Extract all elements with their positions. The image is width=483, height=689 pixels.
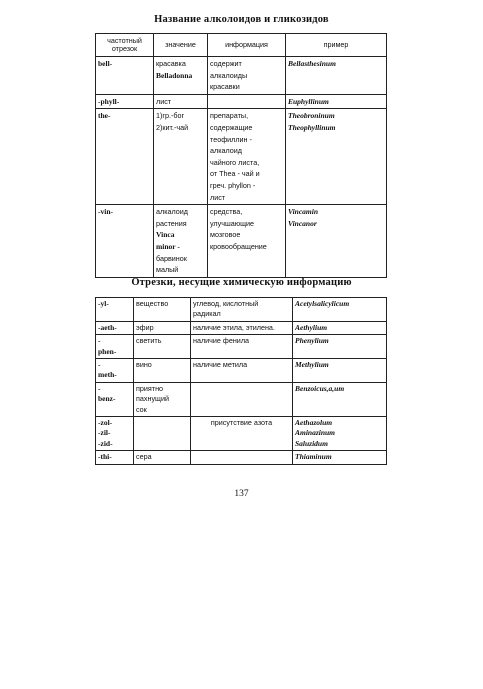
info-cell: наличие этила, этилена. — [191, 321, 293, 334]
info-cell — [191, 451, 293, 464]
info-cell — [191, 382, 293, 416]
example-cell: Vincamin Vincanor — [286, 205, 387, 278]
header-segment: частотный отрезок — [96, 34, 154, 57]
meaning-cell: вино — [134, 359, 191, 383]
segment-cell: -thi- — [96, 451, 134, 464]
table-title-alkaloids: Название алколоидов и гликозидов — [154, 14, 329, 25]
table-row — [96, 359, 387, 383]
example-cell: Thiaminum — [293, 451, 387, 464]
table-row — [96, 417, 387, 451]
segment-cell: -yl- — [96, 298, 134, 322]
meaning-cell: лист — [154, 94, 208, 109]
meaning-cell: приятно пахнущий сок — [134, 382, 191, 416]
header-info: информация — [208, 34, 286, 57]
segment-cell: the- — [96, 109, 154, 205]
table-row — [96, 298, 387, 322]
segment-cell: bell- — [96, 57, 154, 95]
table-row — [96, 57, 387, 95]
segment-cell: -phyll- — [96, 94, 154, 109]
example-cell: Benzoicus,a,um — [293, 382, 387, 416]
example-cell: Aethylium — [293, 321, 387, 334]
example-cell: Methylium — [293, 359, 387, 383]
page-number: 137 — [234, 489, 249, 499]
info-cell: наличие метила — [191, 359, 293, 383]
info-cell — [208, 94, 286, 109]
header-meaning: значение — [154, 34, 208, 57]
meaning-cell: эфир — [134, 321, 191, 334]
table-row — [96, 109, 387, 205]
info-cell: препараты, содержащие теофиллин - алкалоид чайного листа, от Thea - чай и греч. phyllon - лист — [208, 109, 286, 205]
table-row — [96, 451, 387, 464]
segment-cell: -vin- — [96, 205, 154, 278]
table-title-chemical-segments: Отрезки, несущие химическую информацию — [131, 277, 352, 288]
example-cell: Theobroninum Theophyllinum — [286, 109, 387, 205]
meaning-cell: 1)гр.-бог 2)кит.-чай — [154, 109, 208, 205]
alkaloids-table — [95, 33, 387, 278]
meaning-cell: вещество — [134, 298, 191, 322]
meaning-cell — [134, 417, 191, 451]
segment-cell: -zol- -zil- -zid- — [96, 417, 134, 451]
chemical-segments-table — [95, 297, 387, 465]
header-example: пример — [286, 34, 387, 57]
table-row — [96, 205, 387, 278]
example-cell: Acetylsalicylicum — [293, 298, 387, 322]
example-cell: Bellasthesinum — [286, 57, 387, 95]
example-cell: Phenylium — [293, 335, 387, 359]
segment-cell: - phen- — [96, 335, 134, 359]
meaning-cell: сера — [134, 451, 191, 464]
meaning-cell: светить — [134, 335, 191, 359]
table-header-row — [96, 34, 387, 57]
info-cell: углевод, кислотный радикал — [191, 298, 293, 322]
table-row — [96, 382, 387, 416]
info-cell: присутствие азота — [191, 417, 293, 451]
example-cell: Aethazolum Aminazinum Saluzidum — [293, 417, 387, 451]
segment-cell: -aeth- — [96, 321, 134, 334]
meaning-cell: красавка Belladonna — [154, 57, 208, 95]
segment-cell: - benz- — [96, 382, 134, 416]
table-row — [96, 321, 387, 334]
meaning-cell: алкалоид растения Vinca minor - барвинок малый — [154, 205, 208, 278]
segment-cell: - meth- — [96, 359, 134, 383]
info-cell: наличие фенила — [191, 335, 293, 359]
example-cell: Euphyllinum — [286, 94, 387, 109]
info-cell: содержит алкалоиды красавки — [208, 57, 286, 95]
info-cell: средства, улучшающие мозговое кровообращение — [208, 205, 286, 278]
table-row — [96, 94, 387, 109]
table-row — [96, 335, 387, 359]
